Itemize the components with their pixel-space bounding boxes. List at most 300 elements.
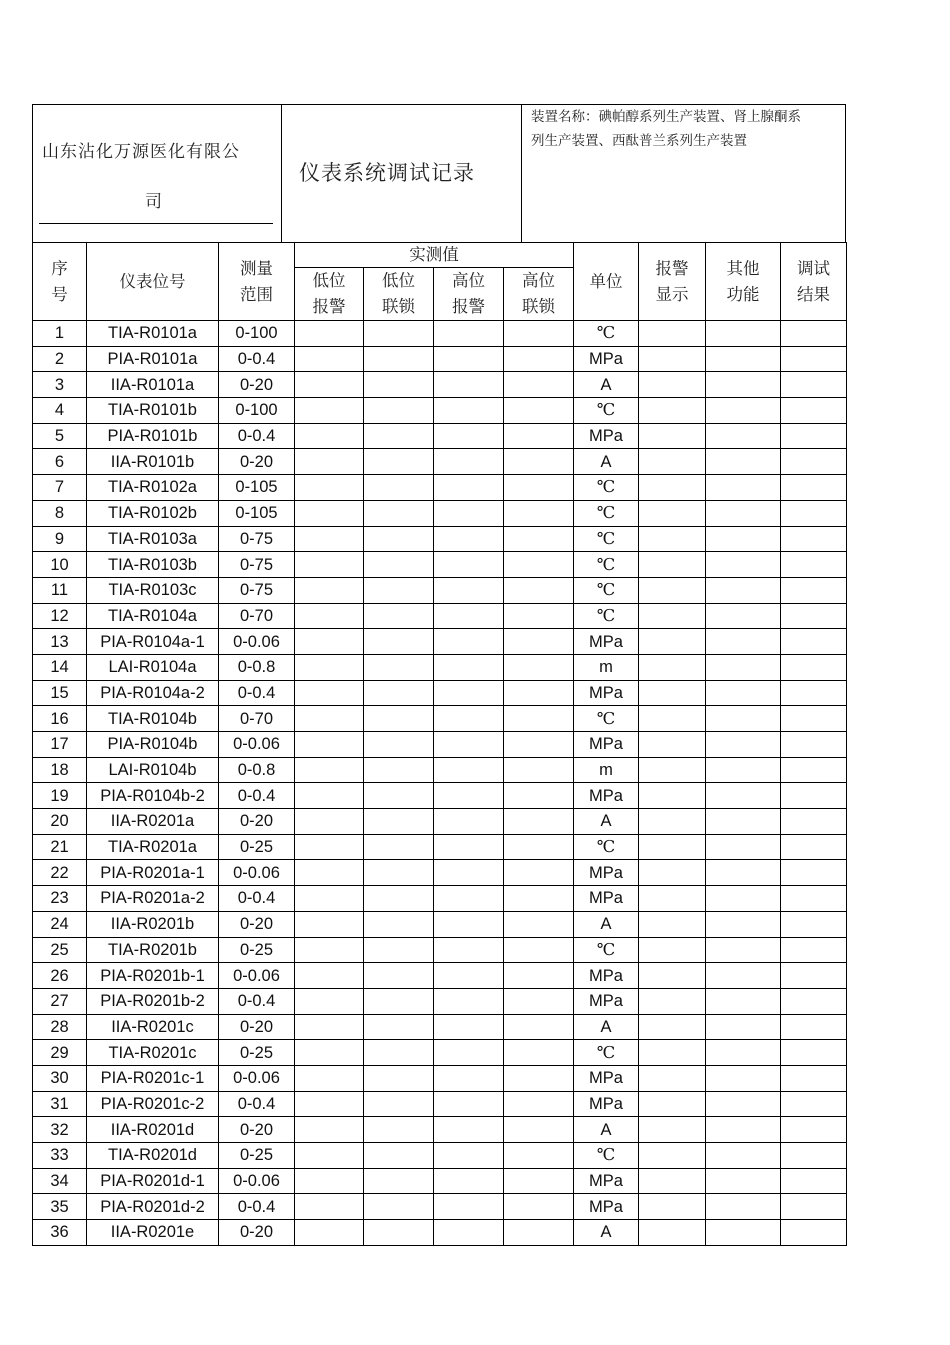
- alarm-display-cell: [639, 449, 706, 475]
- high-alarm-cell: [434, 783, 504, 809]
- seq-cell: 19: [33, 783, 87, 809]
- alarm-display-cell: [639, 654, 706, 680]
- other-function-cell: [706, 526, 781, 552]
- other-function-cell: [706, 706, 781, 732]
- other-function-cell: [706, 1194, 781, 1220]
- tag-cell: PIA-R0104a-2: [87, 680, 219, 706]
- result-cell: [781, 526, 847, 552]
- low-interlock-cell: [364, 783, 434, 809]
- high-interlock-cell: [504, 1194, 574, 1220]
- tag-cell: TIA-R0201b: [87, 937, 219, 963]
- other-function-cell: [706, 654, 781, 680]
- high-interlock-cell: [504, 860, 574, 886]
- tag-cell: PIA-R0201b-1: [87, 963, 219, 989]
- tag-cell: TIA-R0103c: [87, 577, 219, 603]
- result-cell: [781, 603, 847, 629]
- high-interlock-cell: [504, 680, 574, 706]
- high-alarm-cell: [434, 834, 504, 860]
- low-alarm-cell: [295, 526, 364, 552]
- unit-cell: ℃: [574, 706, 639, 732]
- high-interlock-cell: [504, 1040, 574, 1066]
- alarm-display-cell: [639, 1168, 706, 1194]
- table-row: [33, 834, 847, 860]
- seq-cell: 12: [33, 603, 87, 629]
- low-alarm-cell: [295, 706, 364, 732]
- high-alarm-cell: [434, 1117, 504, 1143]
- low-alarm-cell: [295, 1014, 364, 1040]
- range-cell: 0-0.8: [219, 757, 295, 783]
- low-alarm-cell: [295, 629, 364, 655]
- other-function-cell: [706, 1014, 781, 1040]
- range-cell: 0-105: [219, 475, 295, 501]
- seq-cell: 30: [33, 1065, 87, 1091]
- tag-cell: PIA-R0201d-1: [87, 1168, 219, 1194]
- seq-cell: 13: [33, 629, 87, 655]
- unit-cell: MPa: [574, 988, 639, 1014]
- low-alarm-cell: [295, 577, 364, 603]
- tag-cell: IIA-R0201b: [87, 911, 219, 937]
- col-range-header: 测量范围: [219, 243, 295, 321]
- table-row: [33, 603, 847, 629]
- tag-cell: IIA-R0101b: [87, 449, 219, 475]
- result-cell: [781, 988, 847, 1014]
- range-cell: 0-0.4: [219, 346, 295, 372]
- high-interlock-cell: [504, 937, 574, 963]
- col-measured-group-header: 实测值: [295, 243, 574, 268]
- table-row: [33, 1014, 847, 1040]
- unit-cell: ℃: [574, 1143, 639, 1169]
- high-interlock-cell: [504, 577, 574, 603]
- seq-cell: 18: [33, 757, 87, 783]
- result-cell: [781, 963, 847, 989]
- low-alarm-cell: [295, 860, 364, 886]
- table-row: [33, 423, 847, 449]
- low-interlock-cell: [364, 475, 434, 501]
- alarm-display-cell: [639, 603, 706, 629]
- high-alarm-cell: [434, 911, 504, 937]
- high-interlock-cell: [504, 911, 574, 937]
- table-row: [33, 346, 847, 372]
- seq-cell: 2: [33, 346, 87, 372]
- title-cell: [282, 105, 522, 242]
- tag-cell: PIA-R0104b-2: [87, 783, 219, 809]
- table-row: [33, 475, 847, 501]
- unit-cell: ℃: [574, 321, 639, 347]
- high-interlock-cell: [504, 963, 574, 989]
- table-row: [33, 1194, 847, 1220]
- high-interlock-cell: [504, 475, 574, 501]
- alarm-display-cell: [639, 1065, 706, 1091]
- low-alarm-cell: [295, 732, 364, 758]
- seq-cell: 17: [33, 732, 87, 758]
- table-row: [33, 321, 847, 347]
- high-alarm-cell: [434, 629, 504, 655]
- col-high-alarm-header: 高位报警: [434, 268, 504, 321]
- seq-cell: 36: [33, 1220, 87, 1246]
- seq-cell: 15: [33, 680, 87, 706]
- high-alarm-cell: [434, 809, 504, 835]
- table-row: [33, 654, 847, 680]
- other-function-cell: [706, 1040, 781, 1066]
- unit-cell: ℃: [574, 398, 639, 424]
- low-interlock-cell: [364, 963, 434, 989]
- result-cell: [781, 834, 847, 860]
- range-cell: 0-75: [219, 577, 295, 603]
- high-alarm-cell: [434, 963, 504, 989]
- other-function-cell: [706, 577, 781, 603]
- tag-cell: TIA-R0104b: [87, 706, 219, 732]
- alarm-display-cell: [639, 834, 706, 860]
- other-function-cell: [706, 783, 781, 809]
- low-alarm-cell: [295, 500, 364, 526]
- low-interlock-cell: [364, 372, 434, 398]
- other-function-cell: [706, 680, 781, 706]
- table-body: [33, 321, 847, 1246]
- result-cell: [781, 629, 847, 655]
- low-interlock-cell: [364, 423, 434, 449]
- result-cell: [781, 577, 847, 603]
- alarm-display-cell: [639, 783, 706, 809]
- unit-cell: A: [574, 1014, 639, 1040]
- seq-cell: 1: [33, 321, 87, 347]
- range-cell: 0-20: [219, 911, 295, 937]
- table-row: [33, 1168, 847, 1194]
- seq-cell: 14: [33, 654, 87, 680]
- range-cell: 0-25: [219, 1040, 295, 1066]
- unit-cell: A: [574, 449, 639, 475]
- other-function-cell: [706, 1065, 781, 1091]
- low-alarm-cell: [295, 552, 364, 578]
- high-alarm-cell: [434, 552, 504, 578]
- low-interlock-cell: [364, 937, 434, 963]
- result-cell: [781, 886, 847, 912]
- other-function-cell: [706, 629, 781, 655]
- seq-cell: 5: [33, 423, 87, 449]
- table-row: [33, 809, 847, 835]
- low-alarm-cell: [295, 603, 364, 629]
- alarm-display-cell: [639, 1091, 706, 1117]
- high-alarm-cell: [434, 526, 504, 552]
- low-interlock-cell: [364, 526, 434, 552]
- alarm-display-cell: [639, 757, 706, 783]
- high-interlock-cell: [504, 1117, 574, 1143]
- table-row: [33, 706, 847, 732]
- alarm-display-cell: [639, 629, 706, 655]
- high-interlock-cell: [504, 757, 574, 783]
- tag-cell: TIA-R0102a: [87, 475, 219, 501]
- result-cell: [781, 1040, 847, 1066]
- low-alarm-cell: [295, 475, 364, 501]
- seq-cell: 9: [33, 526, 87, 552]
- table-row: [33, 757, 847, 783]
- low-alarm-cell: [295, 654, 364, 680]
- company-name-line2: 司: [145, 192, 162, 212]
- high-alarm-cell: [434, 732, 504, 758]
- tag-cell: PIA-R0201c-1: [87, 1065, 219, 1091]
- low-interlock-cell: [364, 809, 434, 835]
- unit-cell: ℃: [574, 577, 639, 603]
- tag-cell: PIA-R0201d-2: [87, 1194, 219, 1220]
- unit-cell: ℃: [574, 526, 639, 552]
- unit-cell: MPa: [574, 783, 639, 809]
- high-interlock-cell: [504, 423, 574, 449]
- unit-cell: MPa: [574, 886, 639, 912]
- tag-cell: IIA-R0201c: [87, 1014, 219, 1040]
- other-function-cell: [706, 1220, 781, 1246]
- other-function-cell: [706, 372, 781, 398]
- range-cell: 0-0.06: [219, 732, 295, 758]
- unit-cell: A: [574, 1220, 639, 1246]
- range-cell: 0-0.4: [219, 680, 295, 706]
- seq-cell: 28: [33, 1014, 87, 1040]
- range-cell: 0-20: [219, 1014, 295, 1040]
- low-alarm-cell: [295, 1065, 364, 1091]
- low-interlock-cell: [364, 398, 434, 424]
- alarm-display-cell: [639, 706, 706, 732]
- tag-cell: IIA-R0201d: [87, 1117, 219, 1143]
- high-interlock-cell: [504, 629, 574, 655]
- low-interlock-cell: [364, 500, 434, 526]
- result-cell: [781, 1143, 847, 1169]
- table-row: [33, 988, 847, 1014]
- tag-cell: TIA-R0101b: [87, 398, 219, 424]
- sheet-header: [32, 104, 846, 242]
- tag-cell: PIA-R0104a-1: [87, 629, 219, 655]
- low-interlock-cell: [364, 654, 434, 680]
- result-cell: [781, 346, 847, 372]
- low-alarm-cell: [295, 423, 364, 449]
- result-cell: [781, 732, 847, 758]
- table-row: [33, 1117, 847, 1143]
- other-function-cell: [706, 757, 781, 783]
- other-function-cell: [706, 500, 781, 526]
- high-alarm-cell: [434, 1143, 504, 1169]
- result-cell: [781, 1117, 847, 1143]
- high-interlock-cell: [504, 1065, 574, 1091]
- result-cell: [781, 552, 847, 578]
- col-other-function-header: 其他功能: [706, 243, 781, 321]
- high-interlock-cell: [504, 732, 574, 758]
- low-interlock-cell: [364, 552, 434, 578]
- high-alarm-cell: [434, 398, 504, 424]
- other-function-cell: [706, 398, 781, 424]
- low-alarm-cell: [295, 1168, 364, 1194]
- tag-cell: TIA-R0103b: [87, 552, 219, 578]
- high-alarm-cell: [434, 1194, 504, 1220]
- result-cell: [781, 911, 847, 937]
- high-alarm-cell: [434, 1091, 504, 1117]
- table-row: [33, 552, 847, 578]
- high-alarm-cell: [434, 346, 504, 372]
- alarm-display-cell: [639, 526, 706, 552]
- alarm-display-cell: [639, 860, 706, 886]
- range-cell: 0-0.4: [219, 1091, 295, 1117]
- result-cell: [781, 654, 847, 680]
- low-alarm-cell: [295, 834, 364, 860]
- tag-cell: TIA-R0102b: [87, 500, 219, 526]
- alarm-display-cell: [639, 552, 706, 578]
- high-alarm-cell: [434, 1065, 504, 1091]
- high-alarm-cell: [434, 500, 504, 526]
- table-row: [33, 629, 847, 655]
- unit-cell: ℃: [574, 834, 639, 860]
- record-sheet: [32, 104, 846, 1246]
- high-interlock-cell: [504, 654, 574, 680]
- seq-cell: 7: [33, 475, 87, 501]
- range-cell: 0-20: [219, 372, 295, 398]
- low-alarm-cell: [295, 372, 364, 398]
- high-interlock-cell: [504, 1168, 574, 1194]
- range-cell: 0-75: [219, 552, 295, 578]
- low-alarm-cell: [295, 963, 364, 989]
- table-row: [33, 886, 847, 912]
- unit-cell: ℃: [574, 1040, 639, 1066]
- alarm-display-cell: [639, 372, 706, 398]
- high-alarm-cell: [434, 1168, 504, 1194]
- result-cell: [781, 321, 847, 347]
- other-function-cell: [706, 963, 781, 989]
- high-alarm-cell: [434, 886, 504, 912]
- unit-cell: A: [574, 372, 639, 398]
- range-cell: 0-20: [219, 809, 295, 835]
- low-alarm-cell: [295, 1091, 364, 1117]
- tag-cell: IIA-R0101a: [87, 372, 219, 398]
- low-interlock-cell: [364, 1168, 434, 1194]
- high-interlock-cell: [504, 449, 574, 475]
- low-interlock-cell: [364, 346, 434, 372]
- range-cell: 0-0.4: [219, 783, 295, 809]
- col-tag-header: 仪表位号: [87, 243, 219, 321]
- high-interlock-cell: [504, 1143, 574, 1169]
- range-cell: 0-75: [219, 526, 295, 552]
- unit-cell: MPa: [574, 1065, 639, 1091]
- unit-cell: ℃: [574, 603, 639, 629]
- seq-cell: 6: [33, 449, 87, 475]
- low-alarm-cell: [295, 1194, 364, 1220]
- result-cell: [781, 706, 847, 732]
- low-alarm-cell: [295, 757, 364, 783]
- other-function-cell: [706, 809, 781, 835]
- col-seq-header: 序号: [33, 243, 87, 321]
- other-function-cell: [706, 1117, 781, 1143]
- alarm-display-cell: [639, 963, 706, 989]
- low-alarm-cell: [295, 937, 364, 963]
- alarm-display-cell: [639, 321, 706, 347]
- instrument-table: [32, 242, 847, 1246]
- alarm-display-cell: [639, 886, 706, 912]
- col-alarm-display-header: 报警显示: [639, 243, 706, 321]
- table-row: [33, 526, 847, 552]
- tag-cell: PIA-R0201b-2: [87, 988, 219, 1014]
- alarm-display-cell: [639, 1040, 706, 1066]
- result-cell: [781, 1220, 847, 1246]
- result-cell: [781, 757, 847, 783]
- table-row: [33, 1065, 847, 1091]
- high-interlock-cell: [504, 706, 574, 732]
- result-cell: [781, 809, 847, 835]
- tag-cell: TIA-R0103a: [87, 526, 219, 552]
- low-alarm-cell: [295, 911, 364, 937]
- unit-cell: MPa: [574, 423, 639, 449]
- high-interlock-cell: [504, 1220, 574, 1246]
- low-interlock-cell: [364, 860, 434, 886]
- seq-cell: 3: [33, 372, 87, 398]
- range-cell: 0-0.06: [219, 963, 295, 989]
- high-alarm-cell: [434, 988, 504, 1014]
- low-interlock-cell: [364, 834, 434, 860]
- table-row: [33, 449, 847, 475]
- table-row: [33, 577, 847, 603]
- high-interlock-cell: [504, 552, 574, 578]
- other-function-cell: [706, 860, 781, 886]
- low-interlock-cell: [364, 629, 434, 655]
- device-name: 装置名称：碘帕醇系列生产装置、肾上腺酮系列生产装置、西酞普兰系列生产装置: [531, 109, 801, 149]
- range-cell: 0-105: [219, 500, 295, 526]
- low-alarm-cell: [295, 1117, 364, 1143]
- high-interlock-cell: [504, 526, 574, 552]
- alarm-display-cell: [639, 911, 706, 937]
- alarm-display-cell: [639, 423, 706, 449]
- alarm-display-cell: [639, 500, 706, 526]
- alarm-display-cell: [639, 732, 706, 758]
- tag-cell: TIA-R0101a: [87, 321, 219, 347]
- result-cell: [781, 937, 847, 963]
- range-cell: 0-0.4: [219, 1194, 295, 1220]
- high-alarm-cell: [434, 449, 504, 475]
- low-interlock-cell: [364, 321, 434, 347]
- range-cell: 0-100: [219, 398, 295, 424]
- tag-cell: PIA-R0201a-1: [87, 860, 219, 886]
- result-cell: [781, 860, 847, 886]
- low-interlock-cell: [364, 757, 434, 783]
- unit-cell: MPa: [574, 346, 639, 372]
- tag-cell: IIA-R0201e: [87, 1220, 219, 1246]
- high-alarm-cell: [434, 475, 504, 501]
- tag-cell: PIA-R0101a: [87, 346, 219, 372]
- seq-cell: 20: [33, 809, 87, 835]
- high-alarm-cell: [434, 603, 504, 629]
- company-underline: [39, 223, 273, 224]
- range-cell: 0-0.4: [219, 886, 295, 912]
- seq-cell: 25: [33, 937, 87, 963]
- col-high-interlock-header: 高位联锁: [504, 268, 574, 321]
- alarm-display-cell: [639, 1143, 706, 1169]
- range-cell: 0-25: [219, 937, 295, 963]
- low-alarm-cell: [295, 1143, 364, 1169]
- seq-cell: 27: [33, 988, 87, 1014]
- high-interlock-cell: [504, 834, 574, 860]
- other-function-cell: [706, 321, 781, 347]
- result-cell: [781, 398, 847, 424]
- high-alarm-cell: [434, 757, 504, 783]
- low-interlock-cell: [364, 1194, 434, 1220]
- alarm-display-cell: [639, 398, 706, 424]
- high-interlock-cell: [504, 1014, 574, 1040]
- unit-cell: MPa: [574, 1091, 639, 1117]
- range-cell: 0-70: [219, 603, 295, 629]
- other-function-cell: [706, 988, 781, 1014]
- col-result-header: 调试结果: [781, 243, 847, 321]
- table-row: [33, 372, 847, 398]
- range-cell: 0-0.4: [219, 988, 295, 1014]
- high-interlock-cell: [504, 346, 574, 372]
- unit-cell: A: [574, 1117, 639, 1143]
- high-alarm-cell: [434, 1014, 504, 1040]
- result-cell: [781, 1091, 847, 1117]
- low-alarm-cell: [295, 1220, 364, 1246]
- range-cell: 0-0.06: [219, 629, 295, 655]
- unit-cell: MPa: [574, 1194, 639, 1220]
